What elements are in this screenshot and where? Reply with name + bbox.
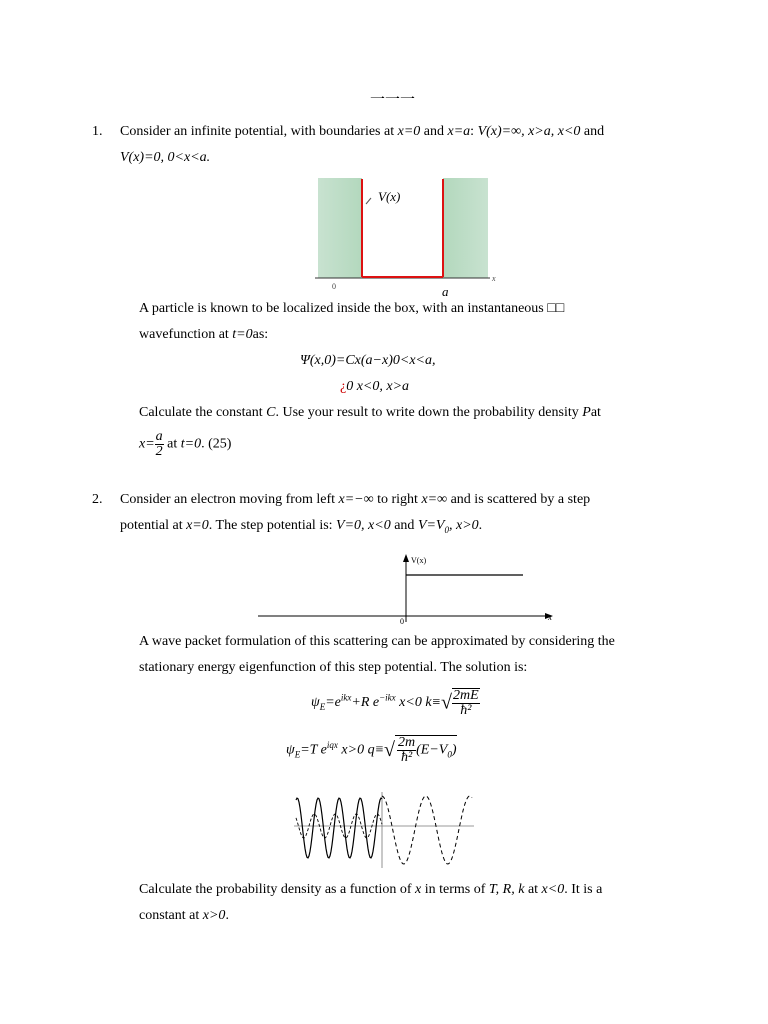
q1-text1: A particle is known to be localized inside the box, with an instantaneous □□ bbox=[139, 301, 565, 316]
q2-text3: Calculate the probability density as a function of x in terms of T, R, k at x<0. It is a bbox=[139, 882, 603, 897]
y-axis-arrow bbox=[403, 554, 409, 562]
q2-number: 2. bbox=[92, 492, 103, 507]
infinite-well-figure bbox=[310, 174, 505, 299]
transmitted-wave-dashed bbox=[382, 796, 472, 864]
sqrt-fraction: $\frac{2mE}{\text{ħ²}}$ bbox=[452, 688, 479, 718]
q1-text2: wavefunction at t=0as: bbox=[139, 327, 269, 342]
q1-number: 1. bbox=[92, 124, 103, 139]
a-label: a bbox=[442, 284, 449, 299]
page-title: 一一一 bbox=[370, 92, 416, 108]
q2-text4: constant at x>0. bbox=[139, 908, 229, 923]
label-pointer bbox=[366, 198, 371, 204]
q2-text2: stationary energy eigenfunction of this step potential. The solution is: bbox=[139, 660, 528, 675]
step-potential-figure bbox=[255, 548, 565, 630]
left-wall-region bbox=[318, 178, 362, 278]
sqrt-fraction: $\frac{2m}{\text{ħ²}}$ bbox=[398, 735, 416, 765]
right-wall-region bbox=[443, 178, 488, 278]
q2-line1: Consider an electron moving from left x=−∞ to right x=∞ and is scattered by a step bbox=[120, 492, 591, 507]
q1-eq2: ¿0 x<0, x>a bbox=[340, 379, 410, 394]
q2-line2: potential at x=0. The step potential is: V=0, x<0 and $V=V_0$, x>0. bbox=[120, 518, 483, 535]
q1-text3: Calculate the constant C. Use your result to write down the probability density Pat bbox=[139, 405, 601, 420]
v-label: V(x) bbox=[411, 556, 427, 565]
q1-line2: V(x)=0, 0<x<a. bbox=[120, 150, 211, 165]
q2-eq2: $\psi_E=T$ $e^{iqx}$ x>0 q≡√ $\frac{2m}{\text{ħ²}}$ $(E-V_0)$ bbox=[286, 735, 457, 765]
fraction-a-over-2: $\frac{a}{2}$ bbox=[155, 429, 163, 459]
sqrt-sign: √ bbox=[384, 739, 395, 761]
origin-label: 0 bbox=[332, 282, 336, 291]
q1-text4: x= $\frac{a}{2}$ at t=0. (25) bbox=[139, 429, 232, 459]
origin-label: 0 bbox=[400, 617, 404, 626]
v-label: V(x) bbox=[378, 189, 401, 204]
sqrt-sign: √ bbox=[441, 691, 452, 714]
sqrt-content: $\frac{2m}{\text{ħ²}}$ $(E-V_0)$ bbox=[395, 735, 457, 765]
q1-eq1: Ψ(x,0)=Cx(a−x)0<x<a, bbox=[300, 353, 436, 368]
q1-line1: Consider an infinite potential, with boundaries at x=0 and x=a: V(x)=∞, x>a, x<0 and bbox=[120, 124, 605, 139]
x-label: x bbox=[492, 274, 496, 283]
x-label: x bbox=[548, 612, 552, 622]
wave-sketch-figure bbox=[290, 786, 480, 872]
incident-wave-solid bbox=[296, 798, 382, 858]
q2-text1: A wave packet formulation of this scattering can be approximated by considering the bbox=[139, 634, 615, 649]
q2-eq1: $\psi_E=e^{ikx}+R$ $e^{-ikx}$ x<0 k≡√ $\frac{2mE}{\text{ħ²}}$ bbox=[311, 688, 479, 718]
